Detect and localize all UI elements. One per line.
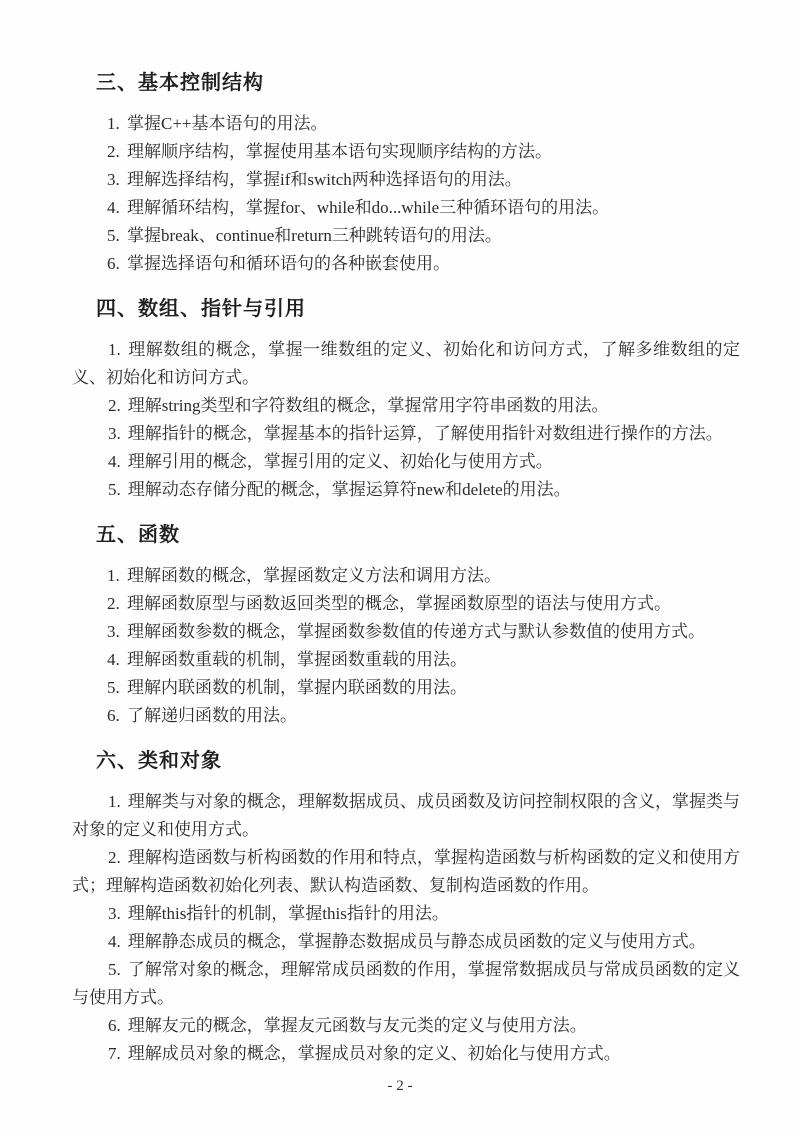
item-number: 1. xyxy=(108,792,121,811)
list-item xyxy=(72,618,740,646)
list-item xyxy=(72,250,740,278)
list-item xyxy=(72,900,740,928)
item-text: 了解递归函数的用法。 xyxy=(127,706,297,725)
item-text: 理解string类型和字符数组的概念，掌握常用字符串函数的用法。 xyxy=(127,396,609,415)
list-item xyxy=(72,590,740,618)
item-number: 4. xyxy=(108,932,121,951)
list-item xyxy=(72,476,740,504)
item-text: 掌握选择语句和循环语句的各种嵌套使用。 xyxy=(127,254,450,273)
list-item xyxy=(72,928,740,956)
list-item xyxy=(72,222,740,250)
item-text: 理解函数参数的概念，掌握函数参数值的传递方式与默认参数值的使用方式。 xyxy=(127,622,705,641)
item-text: 掌握C++基本语句的用法。 xyxy=(127,114,328,133)
list-item xyxy=(72,420,740,448)
item-text: 理解内联函数的机制，掌握内联函数的用法。 xyxy=(127,678,467,697)
section-basic-control-structures xyxy=(72,70,740,278)
item-number: 2. xyxy=(108,396,121,415)
item-number: 5. xyxy=(107,226,120,245)
list-item xyxy=(72,702,740,730)
item-number: 4. xyxy=(108,452,121,471)
list-item xyxy=(72,1040,740,1068)
list-item xyxy=(72,1012,740,1040)
list-item xyxy=(72,166,740,194)
item-number: 5. xyxy=(108,960,121,979)
item-text: 理解函数重载的机制，掌握函数重载的用法。 xyxy=(127,650,467,669)
list-item xyxy=(72,194,740,222)
list-item xyxy=(72,646,740,674)
item-text: 理解函数原型与函数返回类型的概念，掌握函数原型的语法与使用方式。 xyxy=(127,594,671,613)
document-content xyxy=(72,70,740,1086)
section-classes-and-objects xyxy=(72,748,740,1068)
item-number: 5. xyxy=(108,480,121,499)
item-number: 3. xyxy=(107,170,120,189)
item-text: 理解成员对象的概念，掌握成员对象的定义、初始化与使用方式。 xyxy=(127,1044,621,1063)
item-text: 掌握break、continue和return三种跳转语句的用法。 xyxy=(127,226,502,245)
numbered-list xyxy=(72,562,740,730)
item-number: 4. xyxy=(107,198,120,217)
list-item xyxy=(72,336,740,392)
item-number: 4. xyxy=(107,650,120,669)
item-text: 理解选择结构，掌握if和switch两种选择语句的用法。 xyxy=(127,170,522,189)
item-text: 理解友元的概念，掌握友元函数与友元类的定义与使用方法。 xyxy=(127,1016,587,1035)
section-heading: 三、基本控制结构 xyxy=(96,72,264,94)
list-item xyxy=(72,138,740,166)
section-functions xyxy=(72,522,740,730)
list-item xyxy=(72,448,740,476)
item-number: 2. xyxy=(107,594,120,613)
section-heading: 五、函数 xyxy=(96,524,180,546)
item-number: 5. xyxy=(107,678,120,697)
item-text: 理解this指针的机制，掌握this指针的用法。 xyxy=(127,904,449,923)
item-number: 6. xyxy=(107,706,120,725)
section-heading: 四、数组、指针与引用 xyxy=(96,298,306,320)
item-number: 2. xyxy=(107,142,120,161)
list-item xyxy=(72,956,740,1012)
item-text: 理解数组的概念，掌握一维数组的定义、初始化和访问方式，了解多维数组的定义、初始化和访问方式。 xyxy=(72,340,740,387)
item-text: 理解指针的概念，掌握基本的指针运算，了解使用指针对数组进行操作的方法。 xyxy=(127,424,723,443)
section-arrays-pointers-references xyxy=(72,296,740,504)
item-number: 6. xyxy=(107,254,120,273)
list-item xyxy=(72,562,740,590)
list-item xyxy=(72,392,740,420)
item-text: 理解函数的概念，掌握函数定义方法和调用方法。 xyxy=(127,566,501,585)
numbered-list xyxy=(72,110,740,278)
item-text: 理解动态存储分配的概念，掌握运算符new和delete的用法。 xyxy=(127,480,571,499)
list-item xyxy=(72,674,740,702)
section-heading: 六、类和对象 xyxy=(96,750,222,772)
item-text: 理解类与对象的概念，理解数据成员、成员函数及访问控制权限的含义，掌握类与对象的定义和使用方式。 xyxy=(72,792,740,839)
item-number: 3. xyxy=(108,424,121,443)
item-number: 7. xyxy=(108,1044,121,1063)
page-number: - 2 - xyxy=(387,1078,413,1094)
item-number: 3. xyxy=(108,904,121,923)
item-number: 1. xyxy=(107,566,120,585)
item-text: 理解顺序结构，掌握使用基本语句实现顺序结构的方法。 xyxy=(127,142,552,161)
item-text: 了解常对象的概念，理解常成员函数的作用，掌握常数据成员与常成员函数的定义与使用方式。 xyxy=(72,960,740,1007)
item-number: 6. xyxy=(108,1016,121,1035)
list-item xyxy=(72,110,740,138)
item-text: 理解引用的概念，掌握引用的定义、初始化与使用方式。 xyxy=(127,452,553,471)
item-text: 理解构造函数与析构函数的作用和特点，掌握构造函数与析构函数的定义和使用方式；理解构造函数初始化列表、默认构造函数、复制构造函数的作用。 xyxy=(72,848,740,895)
item-text: 理解循环结构，掌握for、while和do...while三种循环语句的用法。 xyxy=(127,198,610,217)
item-number: 1. xyxy=(108,340,121,359)
item-number: 3. xyxy=(107,622,120,641)
item-number: 1. xyxy=(107,114,120,133)
list-item xyxy=(72,788,740,844)
list-item xyxy=(72,844,740,900)
item-number: 2. xyxy=(108,848,121,867)
item-text: 理解静态成员的概念，掌握静态数据成员与静态成员函数的定义与使用方式。 xyxy=(127,932,706,951)
